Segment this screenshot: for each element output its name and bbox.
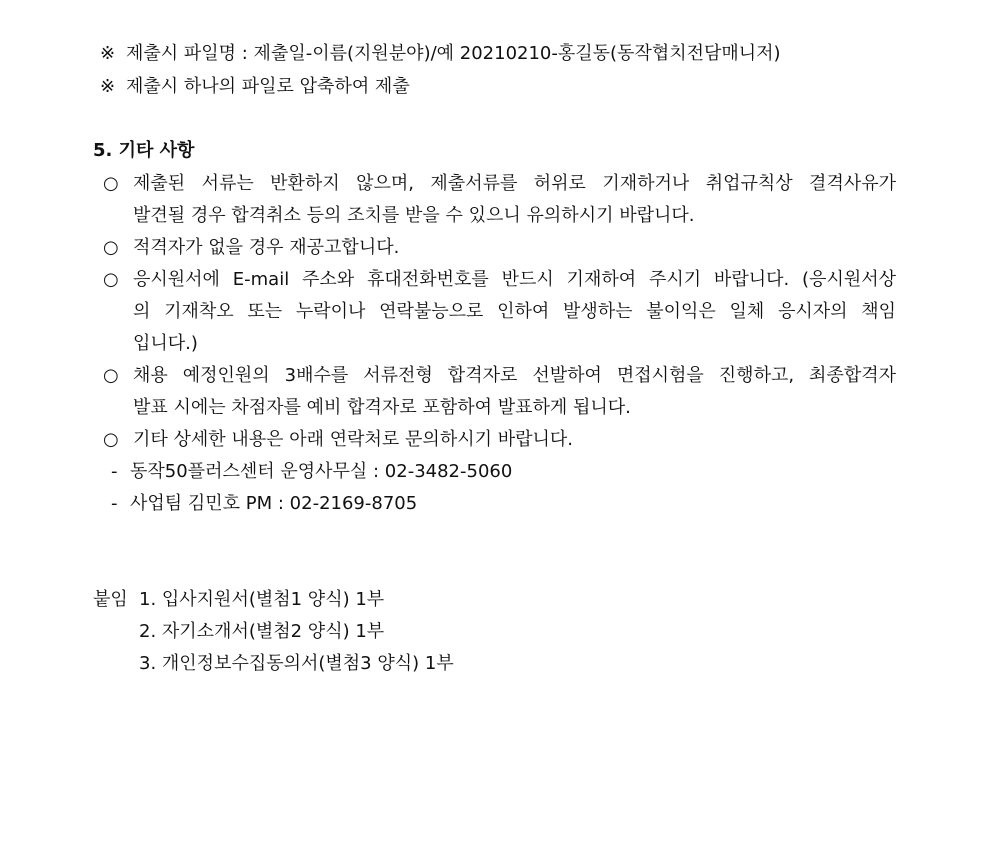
item-text: 채용 예정인원의 3배수를 서류전형 합격자로 선발하여 면접시험을 진행하고, 최종합격자 — [133, 365, 896, 386]
item-text: 의 기재착오 또는 누락이나 연락불능으로 인하여 발생하는 불이익은 일체 응시자의 책임 — [133, 301, 896, 322]
note-text: 제출시 하나의 파일로 압축하여 제출 — [126, 76, 410, 97]
section-title: 5. 기타 사항 — [93, 140, 195, 161]
note-text: 제출시 파일명 : 제출일-이름(지원분야)/예 20210210-홍길동(동작협치전담매니저) — [126, 43, 781, 64]
item-text: 발견될 경우 합격취소 등의 조치를 받을 수 있으니 유의하시기 바랍니다. — [133, 205, 695, 226]
contact-text: 동작50플러스센터 운영사무실 : 02-3482-5060 — [130, 461, 513, 482]
item-text: 기타 상세한 내용은 아래 연락처로 문의하시기 바랍니다. — [133, 429, 573, 450]
reference-mark: ※ — [100, 76, 116, 97]
contact-pm — [111, 492, 417, 516]
note-filename — [100, 42, 781, 66]
attachments-label: 붙임 — [93, 589, 128, 610]
item-text: 발표 시에는 차점자를 예비 합격자로 포함하여 발표하게 됩니다. — [133, 397, 631, 418]
item-text: 응시원서에 E-mail 주소와 휴대전화번호를 반드시 기재하여 주시기 바랍니다. (응시원서상 — [133, 269, 896, 290]
dash-bullet: - — [111, 493, 118, 514]
contact-text: 사업팀 김민호 PM : 02-2169-8705 — [130, 493, 418, 514]
circle-bullet: ○ — [103, 269, 119, 290]
reference-mark: ※ — [100, 43, 116, 64]
dash-bullet: - — [111, 461, 118, 482]
item-text: 입니다.) — [133, 333, 198, 354]
attachment-item: 1. 입사지원서(별첨1 양식) 1부 — [139, 589, 385, 610]
circle-bullet: ○ — [103, 365, 119, 386]
attachment-item: 2. 자기소개서(별첨2 양식) 1부 — [139, 621, 385, 642]
attachment-item: 3. 개인정보수집동의서(별첨3 양식) 1부 — [139, 653, 454, 674]
note-compress — [100, 75, 410, 99]
circle-bullet: ○ — [103, 237, 119, 258]
circle-bullet: ○ — [103, 429, 119, 450]
item-text: 제출된 서류는 반환하지 않으며, 제출서류를 허위로 기재하거나 취업규칙상 결격사유가 — [133, 173, 896, 194]
item-text: 적격자가 없을 경우 재공고합니다. — [133, 237, 400, 258]
circle-bullet: ○ — [103, 173, 119, 194]
contact-office — [111, 460, 512, 484]
